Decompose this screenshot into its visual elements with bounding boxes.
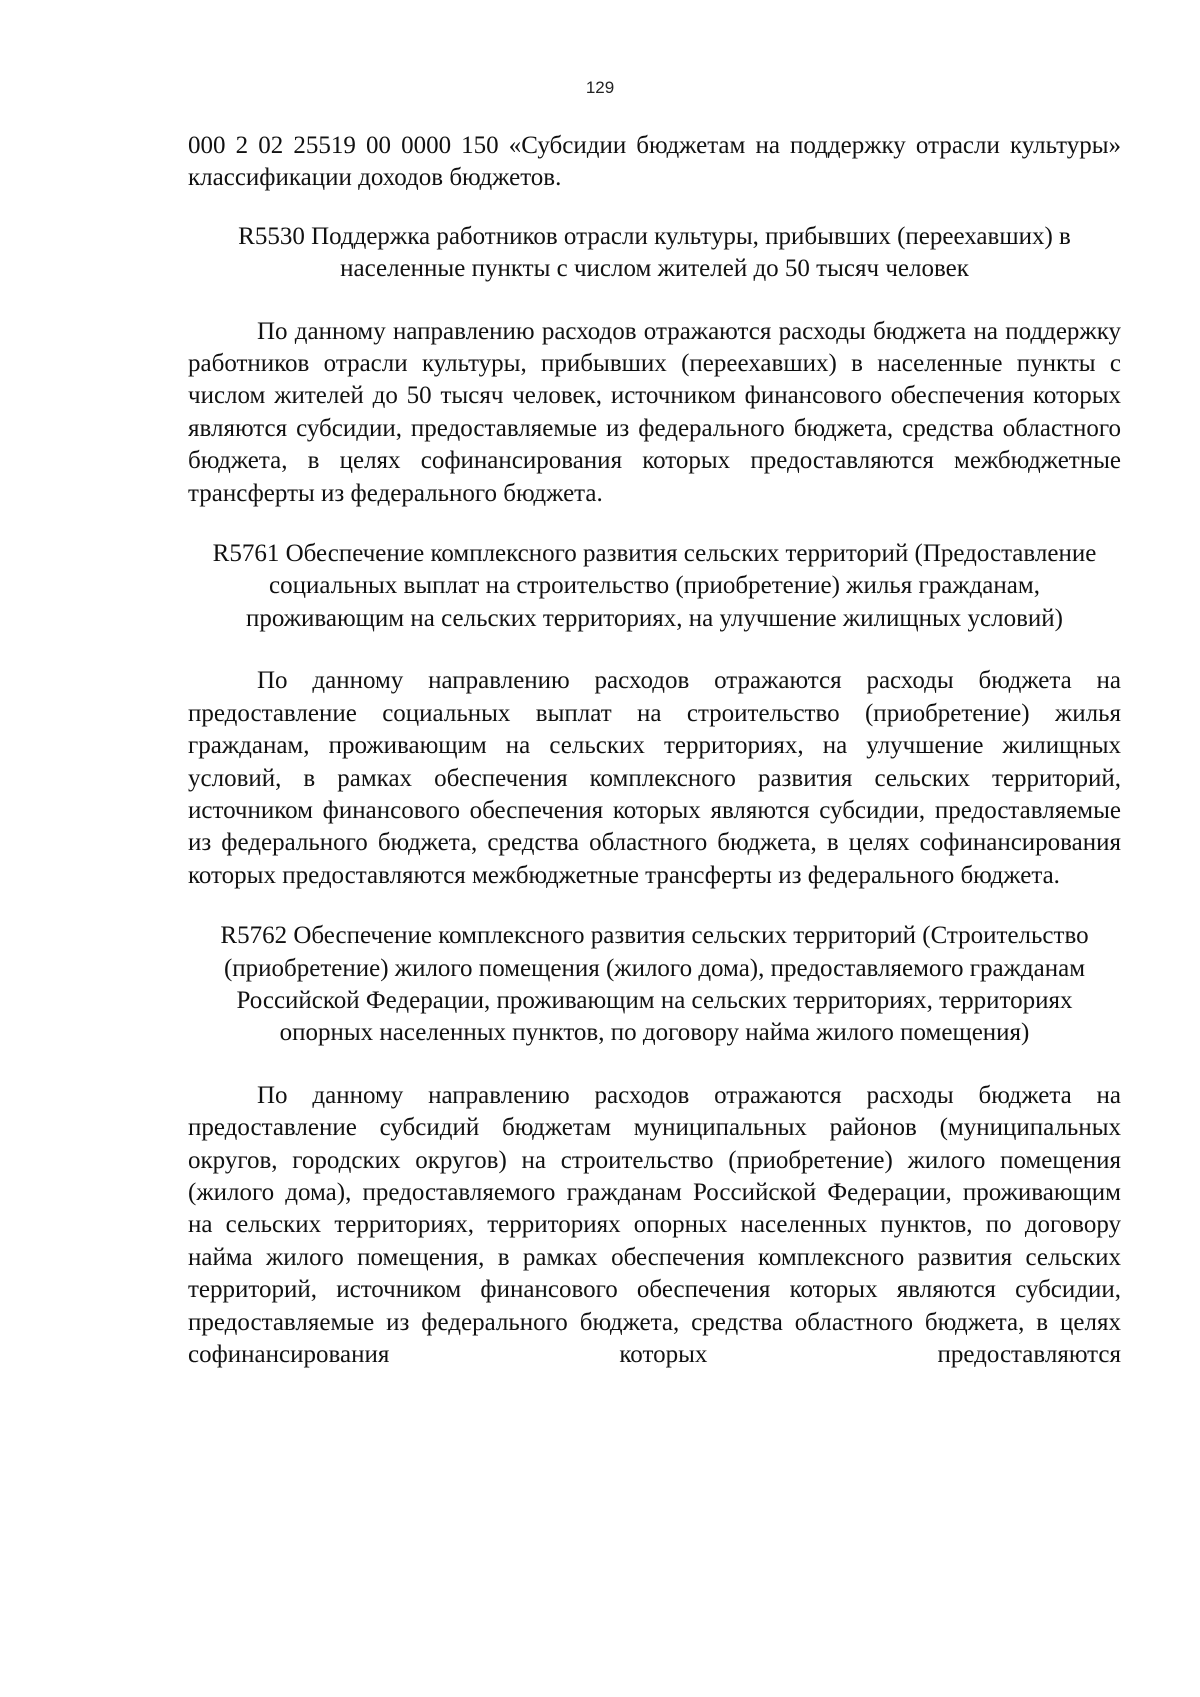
section-paragraph-r5530: По данному направлению расходов отражаются расходы бюджета на поддержку работников отрасли культуры, прибывших (переехавших) в населенные пункты с числом жителей до 50 тысяч человек, источником финансового обеспечения которых являются субсидии, предоставляемые из федерального бюджета, средства областного бюджета, в целях софинансирования которых предоставляются межбюджетные трансферты из федерального бюджета.: [188, 317, 1121, 507]
section-heading-r5762: R5762 Обеспечение комплексного развития сельских территорий (Строительство (приобретение) жилого помещения (жилого дома), предоставляемого гражданам Российской Федерации, проживающим на сельских территориях, территориях опорных населенных пунктов, по договору найма жилого помещения): [220, 922, 1089, 1047]
section-heading-r5530: R5530 Поддержка работников отрасли культуры, прибывших (переехавших) в населенные пункты с числом жителей до 50 тысяч человек: [238, 222, 1071, 283]
spacer: [188, 195, 1121, 221]
page-number: 129: [585, 78, 615, 97]
spacer: [188, 892, 1121, 920]
spacer: [188, 286, 1121, 316]
section-paragraph-r5761: По данному направлению расходов отражаются расходы бюджета на предоставление социальных выплат на строительство (приобретение) жилья гражданам, проживающим на сельских территориях, на улучшение жилищных условий, в рамках обеспечения комплексного развития сельских территорий, источником финансового обеспечения которых являются субсидии, предоставляемые из федерального бюджета, средства областного бюджета, в целях софинансирования которых предоставляются межбюджетные трансферты из федерального бюджета.: [188, 667, 1121, 889]
spacer: [188, 635, 1121, 665]
section-paragraph-r5762: По данному направлению расходов отражаются расходы бюджета на предоставление субсидий бюджетам муниципальных районов (муниципальных округов, городских округов) на строительство (приобретение) жилого помещения (жилого дома), предоставляемого гражданам Российской Федерации, проживающим на сельских территориях, территориях опорных населенных пунктов, по договору найма жилого помещения, в рамках обеспечения комплексного развития сельских территорий, источником финансового обеспечения которых являются субсидии, предоставляемые из федерального бюджета, средства областного бюджета, в целях софинансирования которых предоставляются: [188, 1081, 1121, 1368]
intro-paragraph: 000 2 02 25519 00 0000 150 «Субсидии бюджетам на поддержку отрасли культуры» классификации доходов бюджетов.: [188, 132, 1121, 192]
section-heading-r5761: R5761 Обеспечение комплексного развития сельских территорий (Предоставление социальных выплат на строительство (приобретение) жилья гражданам, проживающим на сельских территориях, на улучшение жилищных условий): [212, 540, 1097, 632]
spacer: [188, 510, 1121, 538]
document-body: [188, 130, 1121, 1371]
spacer: [188, 1050, 1121, 1080]
